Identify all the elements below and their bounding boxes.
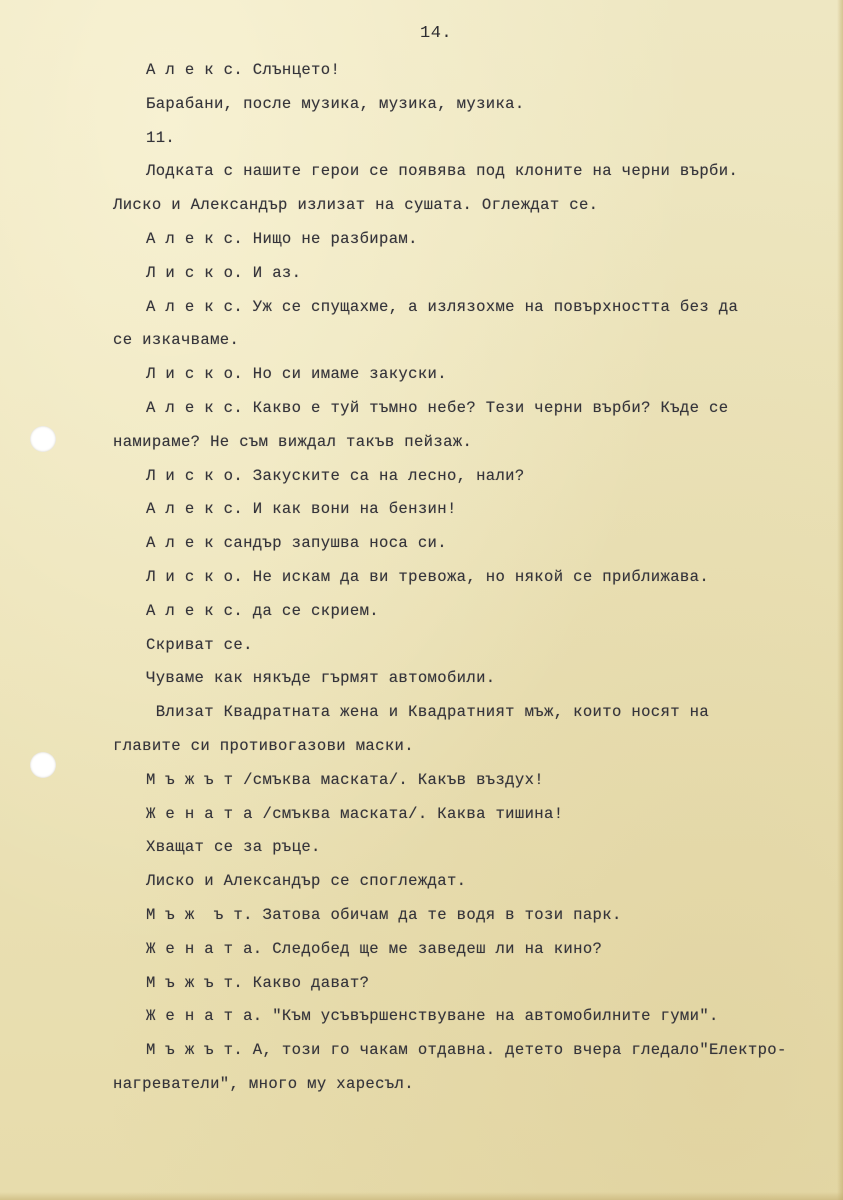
- script-text: [0, 58, 843, 1106]
- text-line: Лодката с нашите герои се появява под клоните на черни върби.: [146, 162, 739, 181]
- page-number: 14.: [420, 24, 453, 43]
- text-line: А л е к с. Слънцето!: [146, 61, 341, 79]
- text-line: А л е к с. да се скрием.: [146, 601, 379, 620]
- text-line: Барабани, после музика, музика, музика.: [146, 94, 525, 113]
- text-line: Л и с к о. Закуските са на лесно, нали?: [146, 466, 525, 485]
- text-line: се изкачваме.: [113, 331, 240, 350]
- text-line: Лиско и Александър излизат на сушата. Оглеждат се.: [113, 196, 599, 215]
- text-line: Л и с к о. Но си имаме закуски.: [146, 365, 447, 384]
- text-line: Лиско и Александър се споглеждат.: [146, 872, 467, 891]
- text-line: намираме? Не съм виждал такъв пейзаж.: [113, 432, 473, 451]
- text-line: главите си противогазови маски.: [113, 736, 414, 755]
- text-line: Хващат се за ръце.: [146, 838, 321, 857]
- paper-edge-shadow-bottom: [0, 1192, 843, 1200]
- text-line: А л е к с. Какво е туй тъмно небе? Тези черни върби? Къде се: [146, 398, 729, 417]
- text-line: А л е к сандър запушва носа си.: [146, 534, 447, 553]
- text-line: Чуваме как някъде гърмят автомобили.: [146, 669, 496, 688]
- text-line: А л е к с. И как вони на бензин!: [146, 500, 457, 519]
- text-line: М ъ ж ъ т. А, този го чакам отдавна. детето вчера гледало"Електро-: [146, 1041, 787, 1060]
- text-line: А л е к с. Нищо не разбирам.: [146, 229, 418, 248]
- text-line: А л е к с. Уж се спущахме, а излязохме на повърхността без да: [146, 297, 739, 316]
- text-line: 11.: [146, 128, 176, 147]
- text-line: Ж е н а т а. Следобед ще ме заведеш ли на кино?: [146, 939, 603, 958]
- text-line: Л и с к о. И аз.: [146, 263, 302, 282]
- text-line: М ъ ж ъ т. Затова обичам да те водя в този парк.: [146, 905, 622, 924]
- text-line: М ъ ж ъ т /смъква маската/. Какъв въздух!: [146, 770, 545, 789]
- text-line: М ъ ж ъ т. Какво дават?: [146, 973, 370, 992]
- text-line: нагреватели", много му харесъл.: [113, 1074, 414, 1093]
- text-line: Ж е н а т а /смъква маската/. Каква тишина!: [146, 804, 564, 823]
- text-line: Л и с к о. Не искам да ви тревожа, но някой се приближава.: [146, 567, 710, 586]
- text-line: Влизат Квадратната жена и Квадратният мъж, които носят на: [146, 703, 710, 722]
- text-line: Ж е н а т а. "Към усъвършенствуване на автомобилните гуми".: [146, 1007, 719, 1026]
- text-line: Скриват се.: [146, 635, 253, 654]
